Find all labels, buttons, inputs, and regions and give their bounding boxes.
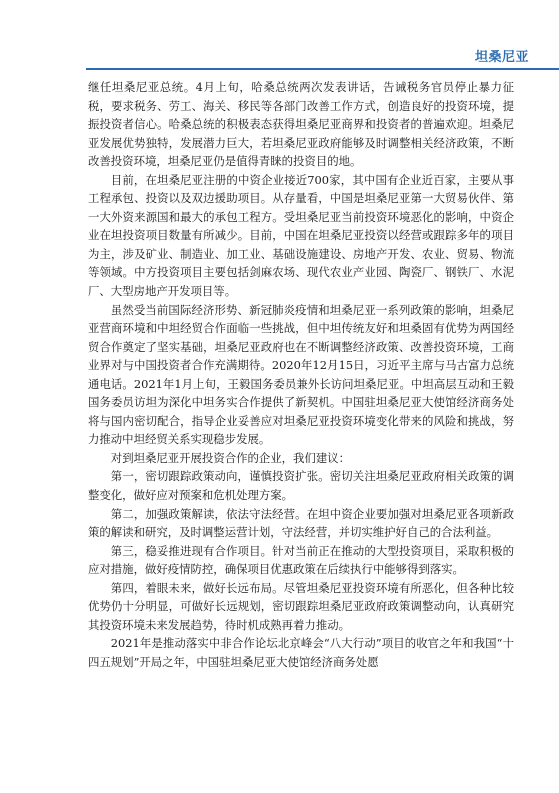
- body-text: [88, 78, 514, 672]
- running-header-title: 坦桑尼亚: [474, 50, 529, 65]
- paragraph-recommendation-2: 第二，加强政策解读，依法守法经营。在坦中资企业要加强对坦桑尼亚各项新政策的解读和研究，及时调整运营计划，守法经营，并切实维护好自己的合法利益。: [88, 506, 514, 540]
- paragraph-closing: 2021年是推动落实中非合作论坛北京峰会“八大行动”项目的收官之年和我国“十四五规划”开局之年，中国驻坦桑尼亚大使馆经济商务处愿: [88, 636, 514, 669]
- paragraph-recommendation-3: 第三，稳妥推进现有合作项目。针对当前正在推动的大型投资项目，采取积极的应对措施，做好疫情防控，确保项目优惠政策在后续执行中能够得到落实。: [88, 543, 514, 577]
- paragraph-recommendation-1: 第一，密切跟踪政策动向，谨慎投资扩张。密切关注坦桑尼亚政府相关政策的调整变化，做好应对预案和危机处理方案。: [88, 469, 514, 503]
- paragraph-recommendations-intro: 对到坦桑尼亚开展投资合作的企业，我们建议：: [110, 450, 351, 465]
- paragraph-continuation: 继任坦桑尼亚总统。4月上旬，哈桑总统两次发表讲话，告诫税务官员停止暴力征税，要求税务、劳工、海关、移民等各部门改善工作方式，创造良好的投资环境，提振投资者信心。哈桑总统的积极表态获得坦桑尼亚商界和投资者的普遍欢迎。坦桑尼亚发展优势独特，发展潜力巨大，若坦桑尼亚政府能够及时调整相关经济政策，不断改善投资环境，坦桑尼亚仍是值得青睐的投资目的地。: [88, 80, 514, 169]
- paragraph-chinese-enterprises: 目前，在坦桑尼亚注册的中资企业接近700家，其中国有企业近百家，主要从事工程承包、投资以及双边援助项目。从存量看，中国是坦桑尼亚第一大贸易伙伴、第一大外资来源国和最大的承包工程方。受坦桑尼亚当前投资环境恶化的影响，中资企业在坦投资项目数量有所减少。目前，中国在坦桑尼亚投资以经营或跟踪多年的项目为主，涉及矿业、制造业、加工业、基础设施建设、房地产开发、农业、贸易、物流等领域。中方投资项目主要包括剑麻农场、现代农业产业园、陶瓷厂、钢铁厂、水泥厂、大型房地产开发项目等。: [88, 172, 514, 299]
- paragraph-recommendation-4: 第四，着眼未来，做好长远布局。尽管坦桑尼亚投资环境有所恶化，但各种比较优势仍十分明显，可做好长远规划，密切跟踪坦桑尼亚政府政策调整动向，认真研究其投资环境未来发展趋势，待时机成熟再着力推动。: [88, 580, 514, 632]
- header-rule: [86, 68, 559, 70]
- paragraph-challenges: 虽然受当前国际经济形势、新冠肺炎疫情和坦桑尼亚一系列政策的影响，坦桑尼亚营商环境和中坦经贸合作面临一些挑战，但中坦传统友好和坦桑固有优势为两国经贸合作奠定了坚实基础，坦桑尼亚政府也在不断调整经济政策、改善投资环境，工商业界对与中国投资者合作充满期待。2020年12月15日，习近平主席与马古富力总统通电话。2021年1月上旬，王毅国务委员兼外长访问坦桑尼亚。中坦高层互动和王毅国务委员访坦为深化中坦务实合作提供了新契机。中国驻坦桑尼亚大使馆经济商务处将与国内密切配合，指导企业妥善应对坦桑尼亚投资环境变化带来的风险和挑战，努力推动中坦经贸关系实现稳步发展。: [88, 302, 514, 447]
